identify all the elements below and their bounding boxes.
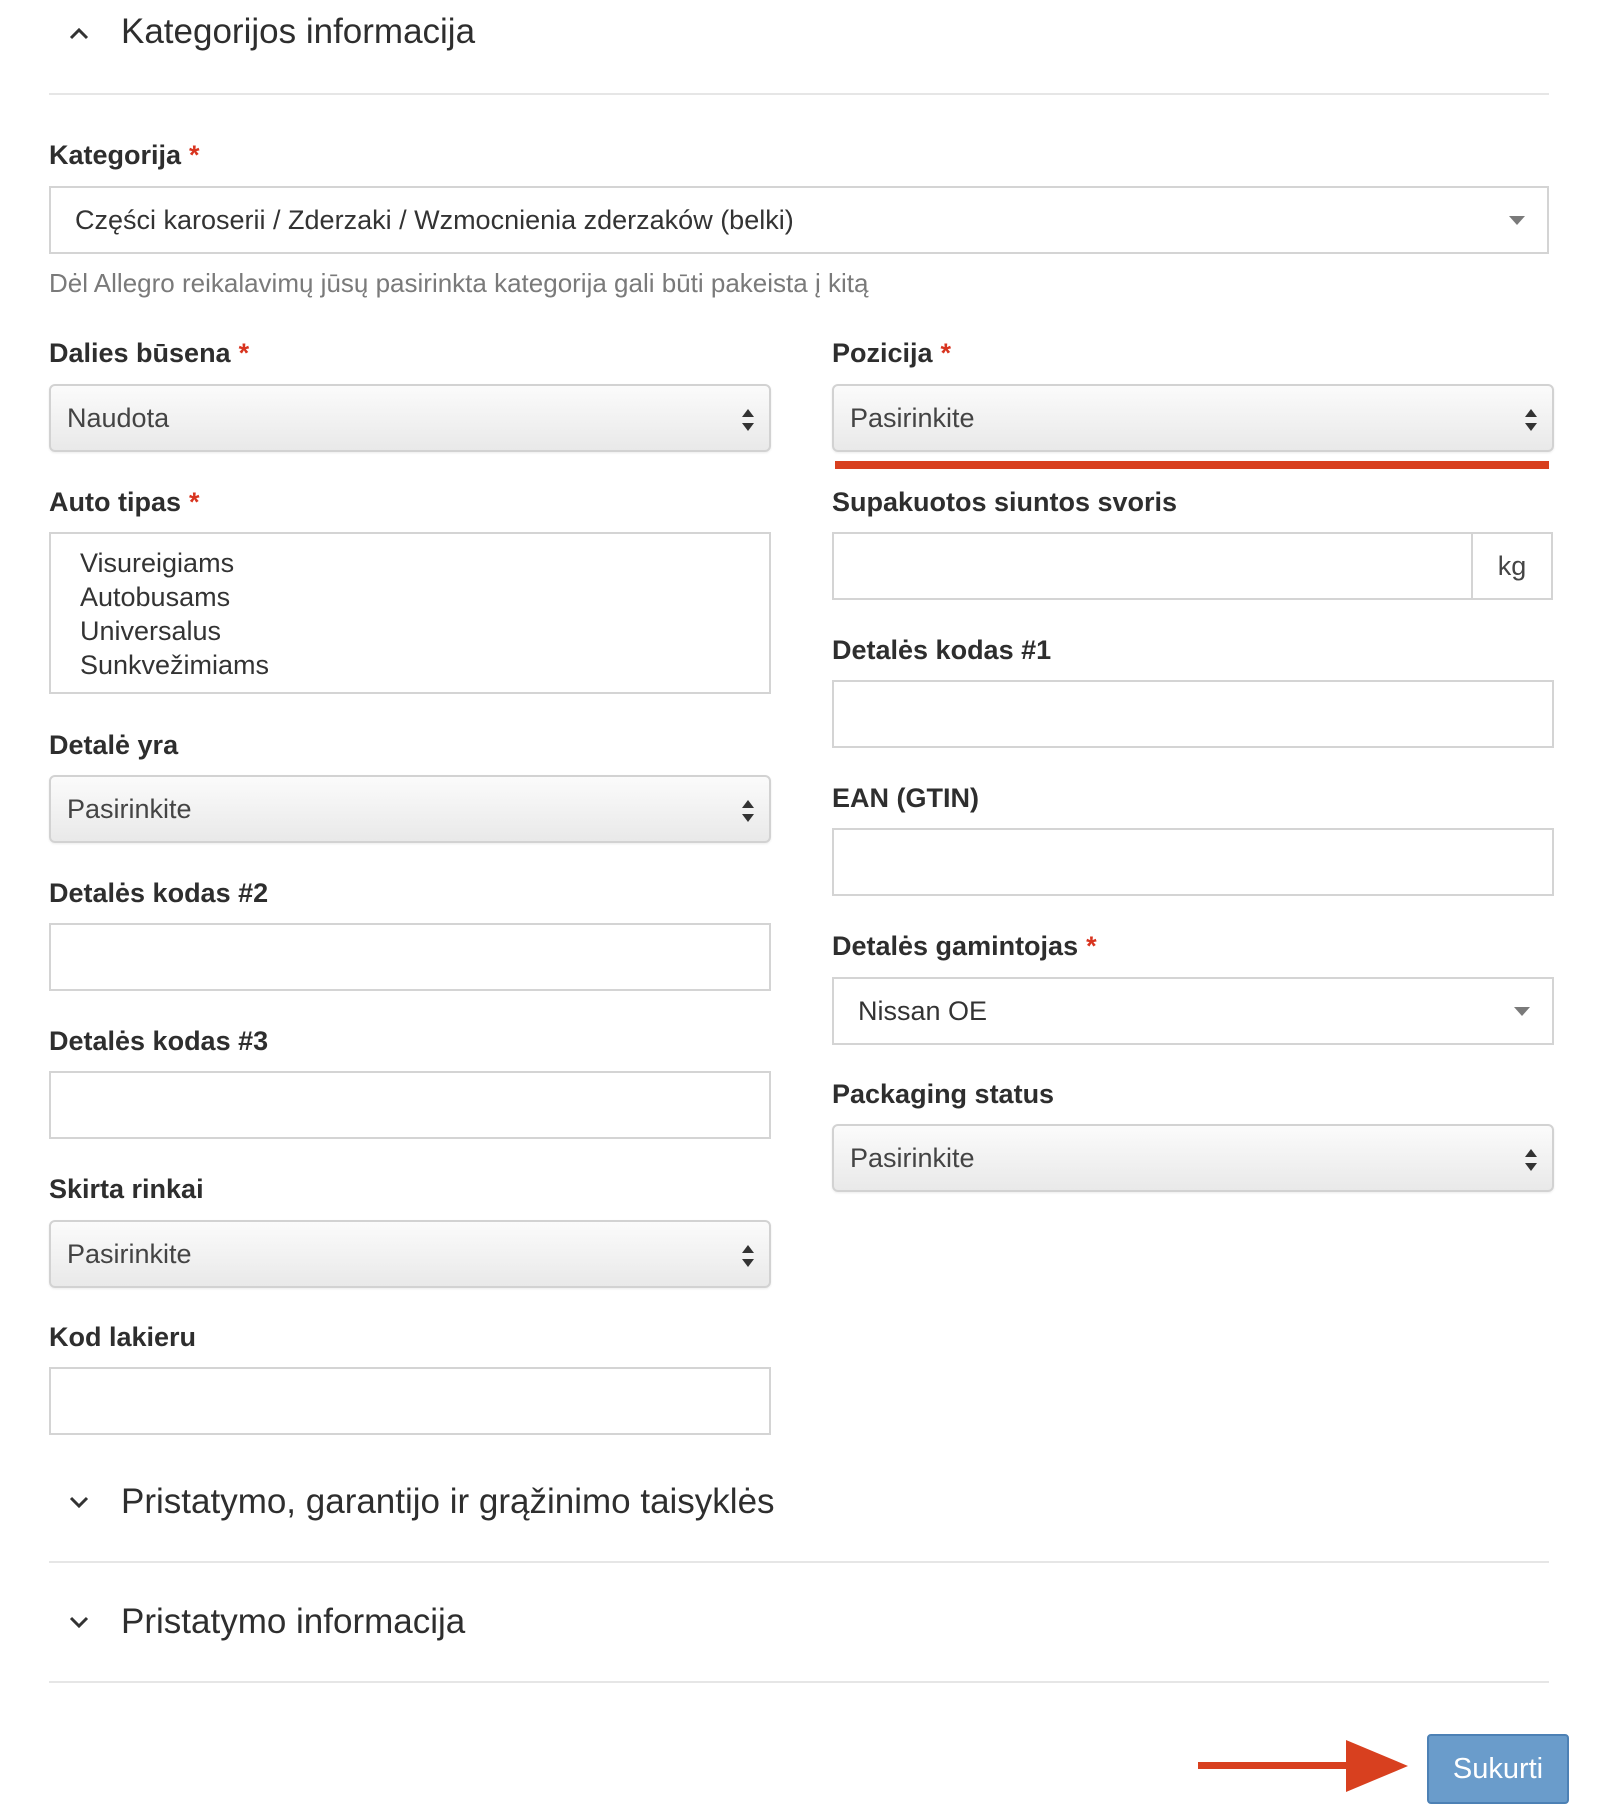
- section-title: Pristatymo informacija: [121, 1602, 466, 1641]
- packaging-label: Packaging status: [832, 1079, 1055, 1109]
- kategorija-value: Części karoserii / Zderzaki / Wzmocnienia zderzaków (belki): [75, 204, 794, 235]
- skirta-rinkai-select[interactable]: [49, 1220, 771, 1288]
- unit-addon: kg: [1471, 532, 1553, 600]
- kodas2-label: Detalės kodas #2: [49, 878, 269, 908]
- caret-down-icon: [1514, 1007, 1530, 1016]
- divider: [49, 1561, 1549, 1563]
- listbox-option[interactable]: Sunkvežimiams: [80, 650, 270, 680]
- detale-yra-select[interactable]: [49, 775, 771, 843]
- arrow-right-icon: [1198, 1736, 1408, 1796]
- gamintojas-value: Nissan OE: [858, 995, 988, 1026]
- divider: [49, 93, 1549, 95]
- updown-arrows-icon: [1524, 1146, 1538, 1174]
- create-button[interactable]: Sukurti: [1427, 1734, 1569, 1804]
- ean-label: EAN (GTIN): [832, 783, 979, 813]
- kodas3-input[interactable]: [49, 1071, 771, 1139]
- kodas2-input[interactable]: [49, 923, 771, 991]
- section-delivery-rules[interactable]: [49, 1480, 1549, 1524]
- dalies-busena-select[interactable]: [49, 384, 771, 452]
- highlight-underline: [835, 461, 1549, 469]
- select-value: Pasirinkite: [850, 402, 975, 433]
- select-value: Naudota: [67, 402, 170, 433]
- pozicija-select[interactable]: [832, 384, 1554, 452]
- packaging-select[interactable]: [832, 1124, 1554, 1192]
- gamintojas-label: Detalės gamintojas *: [832, 931, 1097, 961]
- skirta-rinkai-label: Skirta rinkai: [49, 1174, 204, 1204]
- kod-lakieru-label: Kod lakieru: [49, 1322, 197, 1352]
- chevron-up-icon: [57, 18, 101, 46]
- section-title: Pristatymo, garantijo ir grąžinimo taisyklės: [121, 1482, 775, 1521]
- select-value: Pasirinkite: [67, 1238, 192, 1269]
- gamintojas-select[interactable]: [832, 977, 1554, 1045]
- updown-arrows-icon: [741, 1242, 755, 1270]
- select-value: Pasirinkite: [67, 793, 192, 824]
- updown-arrows-icon: [1524, 406, 1538, 434]
- detale-yra-label: Detalė yra: [49, 730, 179, 760]
- updown-arrows-icon: [741, 797, 755, 825]
- kategorija-label: Kategorija *: [49, 140, 200, 170]
- kategorija-help: Dėl Allegro reikalavimų jūsų pasirinkta kategorija gali būti pakeista į kitą: [49, 268, 869, 298]
- pozicija-label: Pozicija *: [832, 338, 952, 368]
- divider: [49, 1681, 1549, 1683]
- section-category-info[interactable]: [49, 10, 1549, 54]
- svoris-input[interactable]: [832, 532, 1473, 600]
- section-delivery-info[interactable]: [49, 1600, 1549, 1644]
- auto-tipas-listbox[interactable]: [49, 532, 771, 694]
- caret-down-icon: [1509, 216, 1525, 225]
- select-value: Pasirinkite: [850, 1142, 975, 1173]
- listbox-option[interactable]: Visureigiams: [80, 548, 235, 578]
- section-title: Kategorijos informacija: [121, 12, 476, 51]
- chevron-down-icon: [57, 1608, 101, 1636]
- listbox-option[interactable]: Universalus: [80, 616, 222, 646]
- kodas1-input[interactable]: [832, 680, 1554, 748]
- chevron-down-icon: [57, 1488, 101, 1516]
- updown-arrows-icon: [741, 406, 755, 434]
- kod-lakieru-input[interactable]: [49, 1367, 771, 1435]
- svoris-label: Supakuotos siuntos svoris: [832, 487, 1178, 517]
- dalies-busena-label: Dalies būsena *: [49, 338, 250, 368]
- kategorija-select[interactable]: [49, 186, 1549, 254]
- kodas3-label: Detalės kodas #3: [49, 1026, 269, 1056]
- ean-input[interactable]: [832, 828, 1554, 896]
- auto-tipas-label: Auto tipas *: [49, 487, 200, 517]
- listbox-option[interactable]: Autobusams: [80, 582, 231, 612]
- kodas1-label: Detalės kodas #1: [832, 635, 1052, 665]
